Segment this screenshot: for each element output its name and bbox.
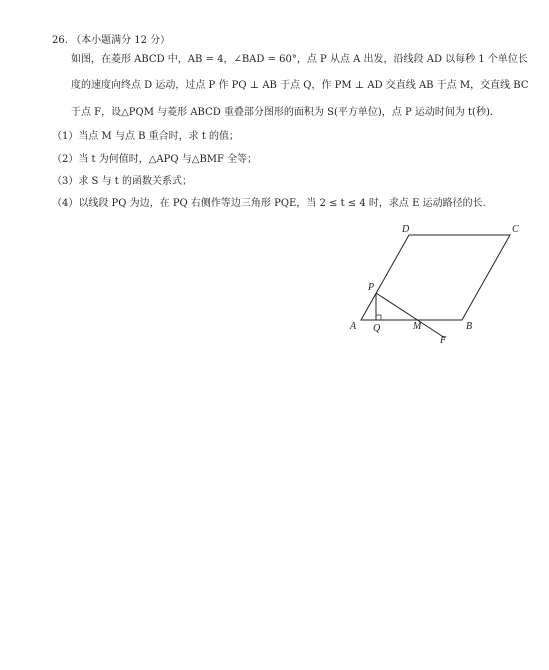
rhombus-abcd bbox=[361, 235, 510, 320]
label-a: A bbox=[350, 321, 357, 332]
stem-line-2: 度的速度向终点 D 运动，过点 P 作 PQ ⊥ AB 于点 Q，作 PM ⊥ AD 交直线 AB 于点 M，交直线 BC bbox=[71, 80, 529, 91]
question-3: （3）求 S 与 t 的函数关系式； bbox=[52, 176, 192, 187]
question-4: （4）以线段 PQ 为边，在 PQ 右侧作等边三角形 PQE，当 2 ≤ t ≤ 4 时，求点 E 运动路径的长. bbox=[52, 198, 486, 209]
label-b: B bbox=[466, 321, 473, 332]
problem-header: 26. （本小题满分 12 分） bbox=[52, 35, 171, 46]
label-c: C bbox=[512, 224, 519, 235]
rhombus-figure bbox=[330, 215, 519, 350]
right-angle-mark bbox=[376, 315, 381, 320]
stem-line-3: 于点 F，设△PQM 与菱形 ABCD 重叠部分图形的面积为 S(平方单位)，点 P 运动时间为 t(秒)． bbox=[71, 107, 500, 118]
question-1: （1）当点 M 与点 B 重合时，求 t 的值； bbox=[52, 131, 240, 142]
label-d: D bbox=[402, 224, 410, 235]
label-f: F bbox=[440, 335, 447, 346]
question-2: （2）当 t 为何值时，△APQ 与△BMF 全等； bbox=[52, 154, 258, 165]
stem-line-1: 如图，在菱形 ABCD 中，AB = 4，∠BAD = 60°，点 P 从点 A 出发，沿线段 AD 以每秒 1 个单位长 bbox=[71, 54, 528, 65]
label-p: P bbox=[368, 282, 375, 293]
label-q: Q bbox=[373, 323, 381, 334]
label-m: M bbox=[413, 321, 422, 332]
segment-pm-extended bbox=[376, 293, 445, 338]
